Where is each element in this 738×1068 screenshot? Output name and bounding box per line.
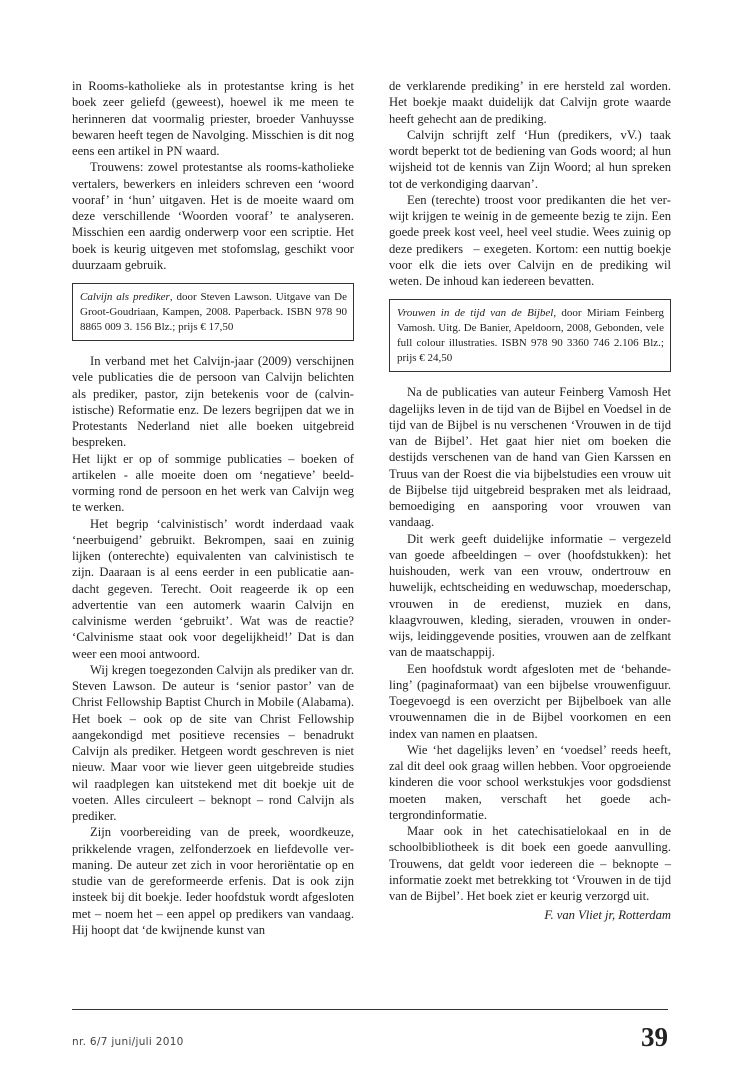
paragraph: Maar ook in het catechisatielokaal en in de schoolbibliotheek is dit boek een goede aanvulling. Trouwens, dat geldt voor iedereen die – beknopte – informatie zoekt met betrekking tot ‘Vrouwen in de tijd van de Bijbel’. Het boek ziet er keurig verzorgd uit. — [389, 824, 671, 903]
page-number: 39 — [641, 1022, 668, 1052]
paragraph: Trouwens: zowel protestantse als rooms-katholieke vertalers, bewerkers en inleiders schreven een ‘woord vooraf’ in ‘hun’ uitgaven. Het is de moeite waard om deze verschillende ‘Woorden vooraf’ te analyseren. Misschien een aardig onderwerp voor een scriptie. Het boek is keurig uitgeven met stofomslag, geschikt voor duurzaam gebruik. — [72, 160, 354, 272]
book-title: Vrouwen in de tijd van de Bijbel — [397, 307, 554, 320]
paragraph: Een (terechte) troost voor predikanten die het verwijt krijgen te weinig in de gemeente bezig te zijn. Een goede preek kost veel, heel veel studie. Wees zuinig op deze predikers – exegeten. Kortom: een nuttig boekje voor elk die iets over Calvijn en de prediking wil weten. De inhoud kan iedereen bevatten. — [389, 192, 671, 288]
book-details: , door Miriam Feinberg Vamosh. Uitg. De Banier, Apeldoorn, 2008, Gebonden, vele full colour illustraties. ISBN 978 90 3360 746 2.106 Blz.; prijs € 24,50 — [397, 307, 665, 365]
paragraph: Na de publicaties van auteur Feinberg Vamosh Het dagelijks leven in de tijd van de Bijbel en Voedsel in de tijd van de Bijbel is nu verschenen ‘Vrouwen in de tijd van de Bijbel’. Het gaat hier niet om boeken die destijds verschenen van de hand van Gien Karssen en Truus van der Roest die via bijbelstudies een vrouw uit de Bijbelse tijd uitgebreid bespraken met als leidraad, bemoediging en aansporing voor vrouwen van vandaag. — [389, 385, 671, 530]
author-signature: F. van Vliet jr, Rotterdam — [544, 908, 671, 923]
right-column — [389, 78, 671, 924]
paragraph: in Rooms-katholieke als in protestantse kring is het boek zeer geliefd (geweest), hoewel ik me meen te herinneren dat voormalig priester, broeder Vanhuysse bewaren heeft tegen de Navolging. Misschien is dit nog eens een artikel in PN waard. — [72, 79, 354, 158]
book-info-box — [72, 283, 354, 341]
paragraph: Wij kregen toegezonden Calvijn als prediker van dr. Steven Lawson. De auteur is ‘senior pastor’ van de Christ Fellowship Baptist Church in Mobile (Alabama). Het boek – ook op de site van Christ Fellowship aangekondigd met positieve recensies – benadrukt Calvijn als prediker. Hetgeen wordt geschreven is niet nieuw. Maar voor wie liever geen uitgebreide studies wil raadplegen kan uitstekend met dit boekje uit de voeten. Alles circuleert – beknopt – rond Calvijn als prediker. — [72, 662, 354, 823]
paragraph: In verband met het Calvijn-jaar (2009) verschijnen vele publicaties die de persoon van Calvijn belichten als prediker, pastor, zijn betekenis voor de (calvinistische) Reformatie enz. De lezers begrijpen dat we in Protestants Nederland niet alle boeken uitgebreid bespreken. — [72, 354, 354, 450]
book-title: Calvijn als prediker — [80, 291, 170, 303]
paragraph: Het lijkt er op of sommige publicaties – boeken of artikelen - alle moeite doen om ‘negatieve’ beeldvorming rond de persoon en het werk van Calvijn weg te werken. — [72, 451, 354, 515]
paragraph: Een hoofdstuk wordt afgesloten met de ‘behandeling’ (paginaformaat) van een bijbelse vrouwenfiguur. Toegevoegd is een overzicht per Bijbelboek van alle vrouwennamen die in de Bijbel voorkomen en een index van namen en plaatsen. — [389, 661, 671, 741]
book-info-box — [389, 299, 671, 372]
paragraph: Wie ‘het dagelijks leven’ en ‘voedsel’ reeds heeft, zal dit deel ook graag willen hebben. Voor opgroeiende kinderen die voor school werkstukjes voor godsdienst moeten maken, verschaft het goede achtergrondinformatie. — [389, 742, 671, 822]
paragraph: Het begrip ‘calvinistisch’ wordt inderdaad vaak ‘neerbuigend’ gebruikt. Bekrompen, saai en zuinig lijken (onterechte) equivalenten van calvinistisch te zijn. Daaraan is al eens eerder in een publicatie aandacht gegeven. Terecht. Ooit reageerde ik op een advertentie van een automerk waarin Calvijn en calvinisme werden ‘gebruikt’. Wat was de reactie? ‘Calvinisme staat ook voor degelijkheid!’ Dat is dan weer een mooi antwoord. — [72, 516, 354, 661]
paragraph: Calvijn schrijft zelf ‘Hun (predikers, vV.) taak wordt beperkt tot de bediening van Gods woord; al hun wijsheid tot de kennis van Zijn Woord; al hun spreken tot de verkondiging daarvan’. — [389, 127, 671, 191]
paragraph: de verklarende prediking’ in ere hersteld zal worden. Het boekje maakt duidelijk dat Calvijn grote waarde heeft gehecht aan de prediking. — [389, 79, 671, 126]
paragraph: Dit werk geeft duidelijke informatie – vergezeld van goede afbeeldingen – over (hoofdstukken): het huishouden, werk van een vrouw, ondertrouw en huwelijk, echtscheiding en weduwschap, moederschap, vrouwen in de eredienst, muziek en dans, klaagvrouwen, kleding, sieraden, vrouwen in onderwijs, leidinggevende posities, vrouwen aan de zelfkant van de maatschappij. — [389, 531, 671, 660]
left-column — [72, 78, 354, 938]
book-details: , door Steven Lawson. Uitgave van De Groot-Goudriaan, Kampen, 2008. Paperback. ISBN 978 90 8865 009 3. 156 Blz.; prijs € 17,50 — [80, 291, 347, 333]
paragraph: Zijn voorbereiding van de preek, woordkeuze, prikkelende vragen, zelfonderzoek en liefdevolle vermaning. De auteur zet zich in voor heroriëntatie op en studie van de gereformeerde erfenis. Dat is ook zijn insteek bij dit boekje. Ieder hoofdstuk wordt afgesloten met – noem het – een appel op predikers van vandaag. Hij hoopt dat ‘de kwijnende kunst van — [72, 825, 354, 937]
footer-divider — [72, 1009, 668, 1010]
issue-label: nr. 6/7 juni/juli 2010 — [72, 1036, 184, 1048]
